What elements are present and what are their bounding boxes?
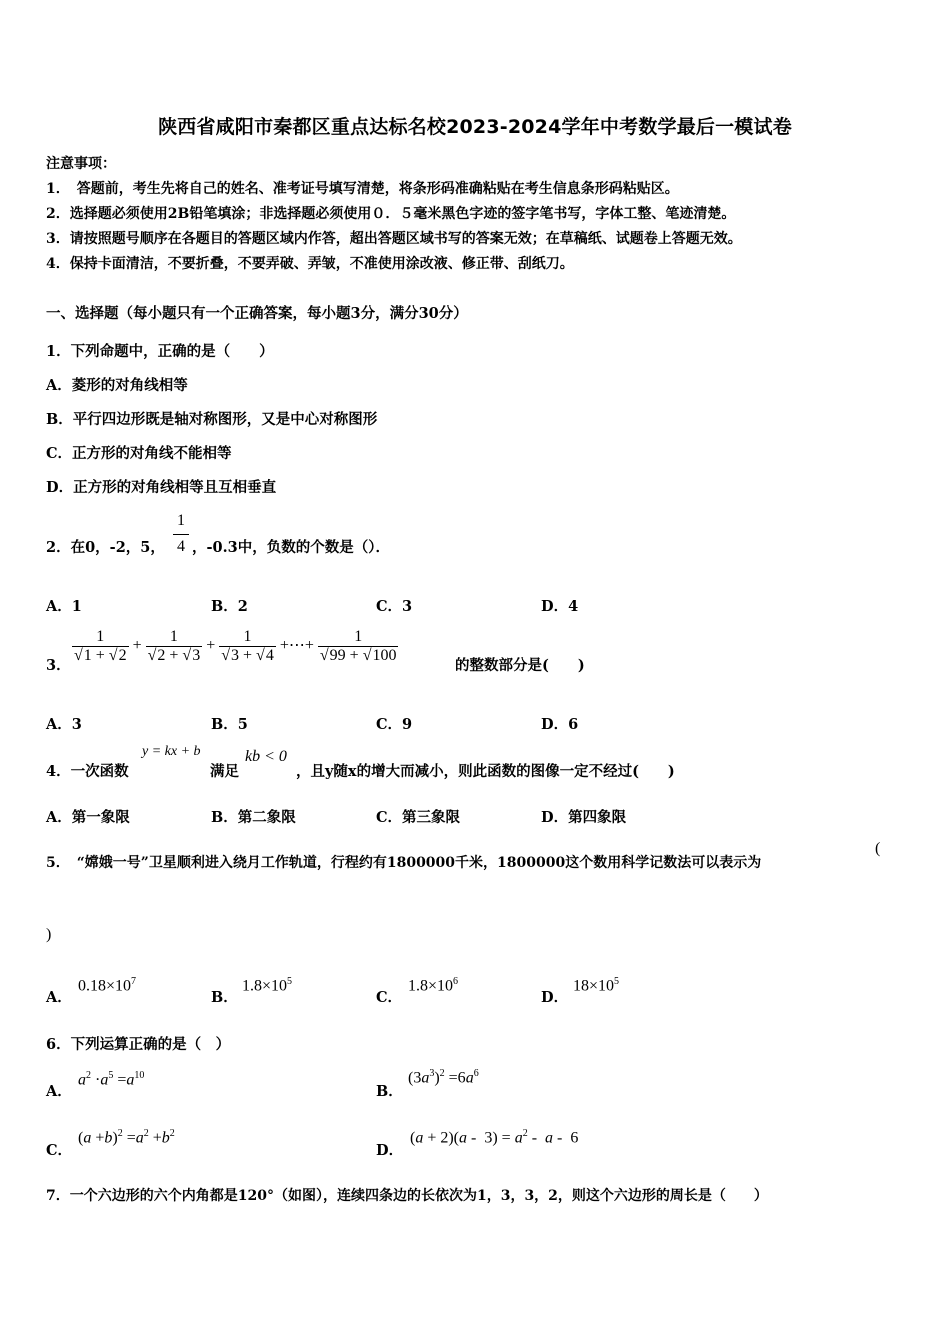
q3-option-a: A．3 bbox=[46, 716, 82, 733]
q5-close-paren: ) bbox=[46, 926, 52, 943]
q3-term-2: $\frac{1}{√2 + √3}$ bbox=[147, 628, 201, 664]
q3-term-4: $\frac{1}{√99 + √100}$ bbox=[319, 628, 397, 664]
note-item: 1． 答题前，考生先将自己的姓名、准考证号填写清楚，将条形码准确粘贴在考生信息条形码粘贴区。 bbox=[46, 181, 679, 197]
q3-radicand: 3 bbox=[231, 647, 240, 664]
q3-radicand: 100 bbox=[372, 647, 397, 664]
q3-radicand: 1 bbox=[83, 647, 92, 664]
q5-option-d-label: D． bbox=[541, 989, 569, 1006]
q3-ellipsis: +⋯+ bbox=[279, 637, 314, 655]
note-item: 2．选择题必须使用2B铅笔填涂；非选择题必须使用０．５毫米黑色字迹的签字笔书写，字体工整、笔迹清楚。 bbox=[46, 206, 736, 222]
q6-option-a-label: A． bbox=[46, 1083, 72, 1100]
q2-option-b: B．2 bbox=[211, 598, 248, 615]
question-1-stem: 1．下列命题中，正确的是（ ） bbox=[46, 343, 274, 360]
q2-option-a: A．1 bbox=[46, 598, 82, 615]
q3-option-b: B．5 bbox=[211, 716, 248, 733]
q2-option-d: D．4 bbox=[541, 598, 579, 615]
question-4-mid: 满足 bbox=[210, 763, 239, 780]
q3-term-num: 1 bbox=[72, 628, 129, 647]
q1-option-c: C．正方形的对角线不能相等 bbox=[46, 445, 232, 462]
q3-radicand: 2 bbox=[118, 647, 127, 664]
q3-term-3: $\frac{1}{√3 + √4}$ bbox=[221, 628, 274, 664]
q6-option-c-formula: $(a +b)^2 =a^2 +b^2$ bbox=[78, 1128, 175, 1147]
question-5-stem: 5． “嫦娥一号”卫星顺利进入绕月工作轨道，行程约有1800000千米，1800000这个数用科学记数法可以表示为 bbox=[46, 855, 762, 871]
q4-option-b: B．第二象限 bbox=[211, 809, 296, 826]
q5-option-a-value bbox=[78, 976, 136, 995]
q3-radicand: 2 bbox=[157, 647, 166, 664]
q6-option-a-formula: $a^2 \cdot a^5 =a^{10}$ bbox=[78, 1070, 145, 1089]
q5-option-d-exp: 5 bbox=[614, 976, 620, 987]
q4-function: y = kx + b bbox=[142, 744, 201, 759]
question-2-suffix: ，-0.3中，负数的个数是（）． bbox=[192, 539, 390, 556]
q3-term-num: 1 bbox=[219, 628, 276, 647]
q4-option-a: A．第一象限 bbox=[46, 809, 130, 826]
q1-option-d: D．正方形的对角线相等且互相垂直 bbox=[46, 479, 277, 496]
q2-fraction-bar bbox=[173, 534, 189, 535]
q3-radicand: 3 bbox=[192, 647, 201, 664]
question-3-suffix: 的整数部分是( ) bbox=[455, 657, 585, 674]
q5-option-a-label: A． bbox=[46, 989, 72, 1006]
q5-option-d-base: 18×10 bbox=[573, 977, 615, 995]
q3-expression bbox=[72, 628, 398, 665]
q2-option-c: C．3 bbox=[376, 598, 413, 615]
q2-fraction-num: 1 bbox=[177, 512, 185, 529]
section-heading: 一、选择题（每小题只有一个正确答案，每小题3分，满分30分） bbox=[46, 305, 468, 322]
question-4-suffix: ，且y随x的增大而减小，则此函数的图像一定不经过( ) bbox=[296, 763, 675, 780]
q6-option-c-label: C． bbox=[46, 1142, 73, 1159]
q5-option-b-exp: 5 bbox=[287, 976, 293, 987]
page-title: 陕西省咸阳市秦都区重点达标名校2023-2024学年中考数学最后一模试卷 bbox=[158, 116, 792, 138]
q5-option-a-exp: 7 bbox=[131, 976, 137, 987]
q5-option-c-base: 1.8×10 bbox=[408, 977, 454, 995]
q2-fraction-den: 4 bbox=[177, 538, 185, 555]
note-item: 3．请按照题号顺序在各题目的答题区域内作答，超出答题区域书写的答案无效；在草稿纸、试题卷上答题无效。 bbox=[46, 231, 742, 247]
q3-option-c: C．9 bbox=[376, 716, 413, 733]
notes-heading: 注意事项： bbox=[46, 156, 116, 172]
q6-option-d-formula: $(a + 2)(a - 3) = a^2 - a - 6$ bbox=[410, 1128, 579, 1147]
question-4-prefix: 4．一次函数 bbox=[46, 763, 129, 780]
q1-option-b: B．平行四边形既是轴对称图形，又是中心对称图形 bbox=[46, 411, 378, 428]
question-6-stem: 6．下列运算正确的是（ ） bbox=[46, 1036, 231, 1053]
question-3-prefix: 3． bbox=[46, 657, 71, 674]
q3-term-1: $\frac{1}{√1 + √2}$ bbox=[74, 628, 127, 664]
q5-option-c-label: C． bbox=[376, 989, 403, 1006]
q1-option-a: A．菱形的对角线相等 bbox=[46, 377, 188, 394]
q4-option-c: C．第三象限 bbox=[376, 809, 461, 826]
q3-radicand: 99 bbox=[329, 647, 346, 664]
q3-term-num: 1 bbox=[146, 628, 203, 647]
q5-option-b-value bbox=[242, 976, 292, 995]
q6-option-b-formula: $(3a^3)^2 =6a^6$ bbox=[408, 1068, 479, 1087]
q5-option-b-label: B． bbox=[211, 989, 238, 1006]
q4-option-d: D．第四象限 bbox=[541, 809, 627, 826]
note-item: 4．保持卡面清洁，不要折叠，不要弄破、弄皱，不准使用涂改液、修正带、刮纸刀。 bbox=[46, 256, 574, 272]
q6-option-b-label: B． bbox=[376, 1083, 403, 1100]
q5-option-c-exp: 6 bbox=[453, 976, 459, 987]
q3-term-num: 1 bbox=[318, 628, 399, 647]
q5-open-paren: ( bbox=[875, 840, 881, 857]
q5-option-b-base: 1.8×10 bbox=[242, 977, 288, 995]
question-7-stem: 7．一个六边形的六个内角都是120°（如图），连续四条边的长依次为1，3，3，2，则这个六边形的周长是（ ） bbox=[46, 1188, 768, 1204]
q3-plus: + bbox=[206, 637, 216, 655]
q3-option-d: D．6 bbox=[541, 716, 579, 733]
q5-option-c-value bbox=[408, 976, 458, 995]
q5-option-a-base: 0.18×10 bbox=[78, 977, 132, 995]
q3-plus: + bbox=[132, 637, 142, 655]
q4-condition: kb < 0 bbox=[245, 748, 287, 765]
question-2-prefix: 2．在0，-2，5， bbox=[46, 539, 165, 556]
q5-option-d-value bbox=[573, 976, 619, 995]
q3-radicand: 4 bbox=[265, 647, 274, 664]
q6-option-d-label: D． bbox=[376, 1142, 404, 1159]
